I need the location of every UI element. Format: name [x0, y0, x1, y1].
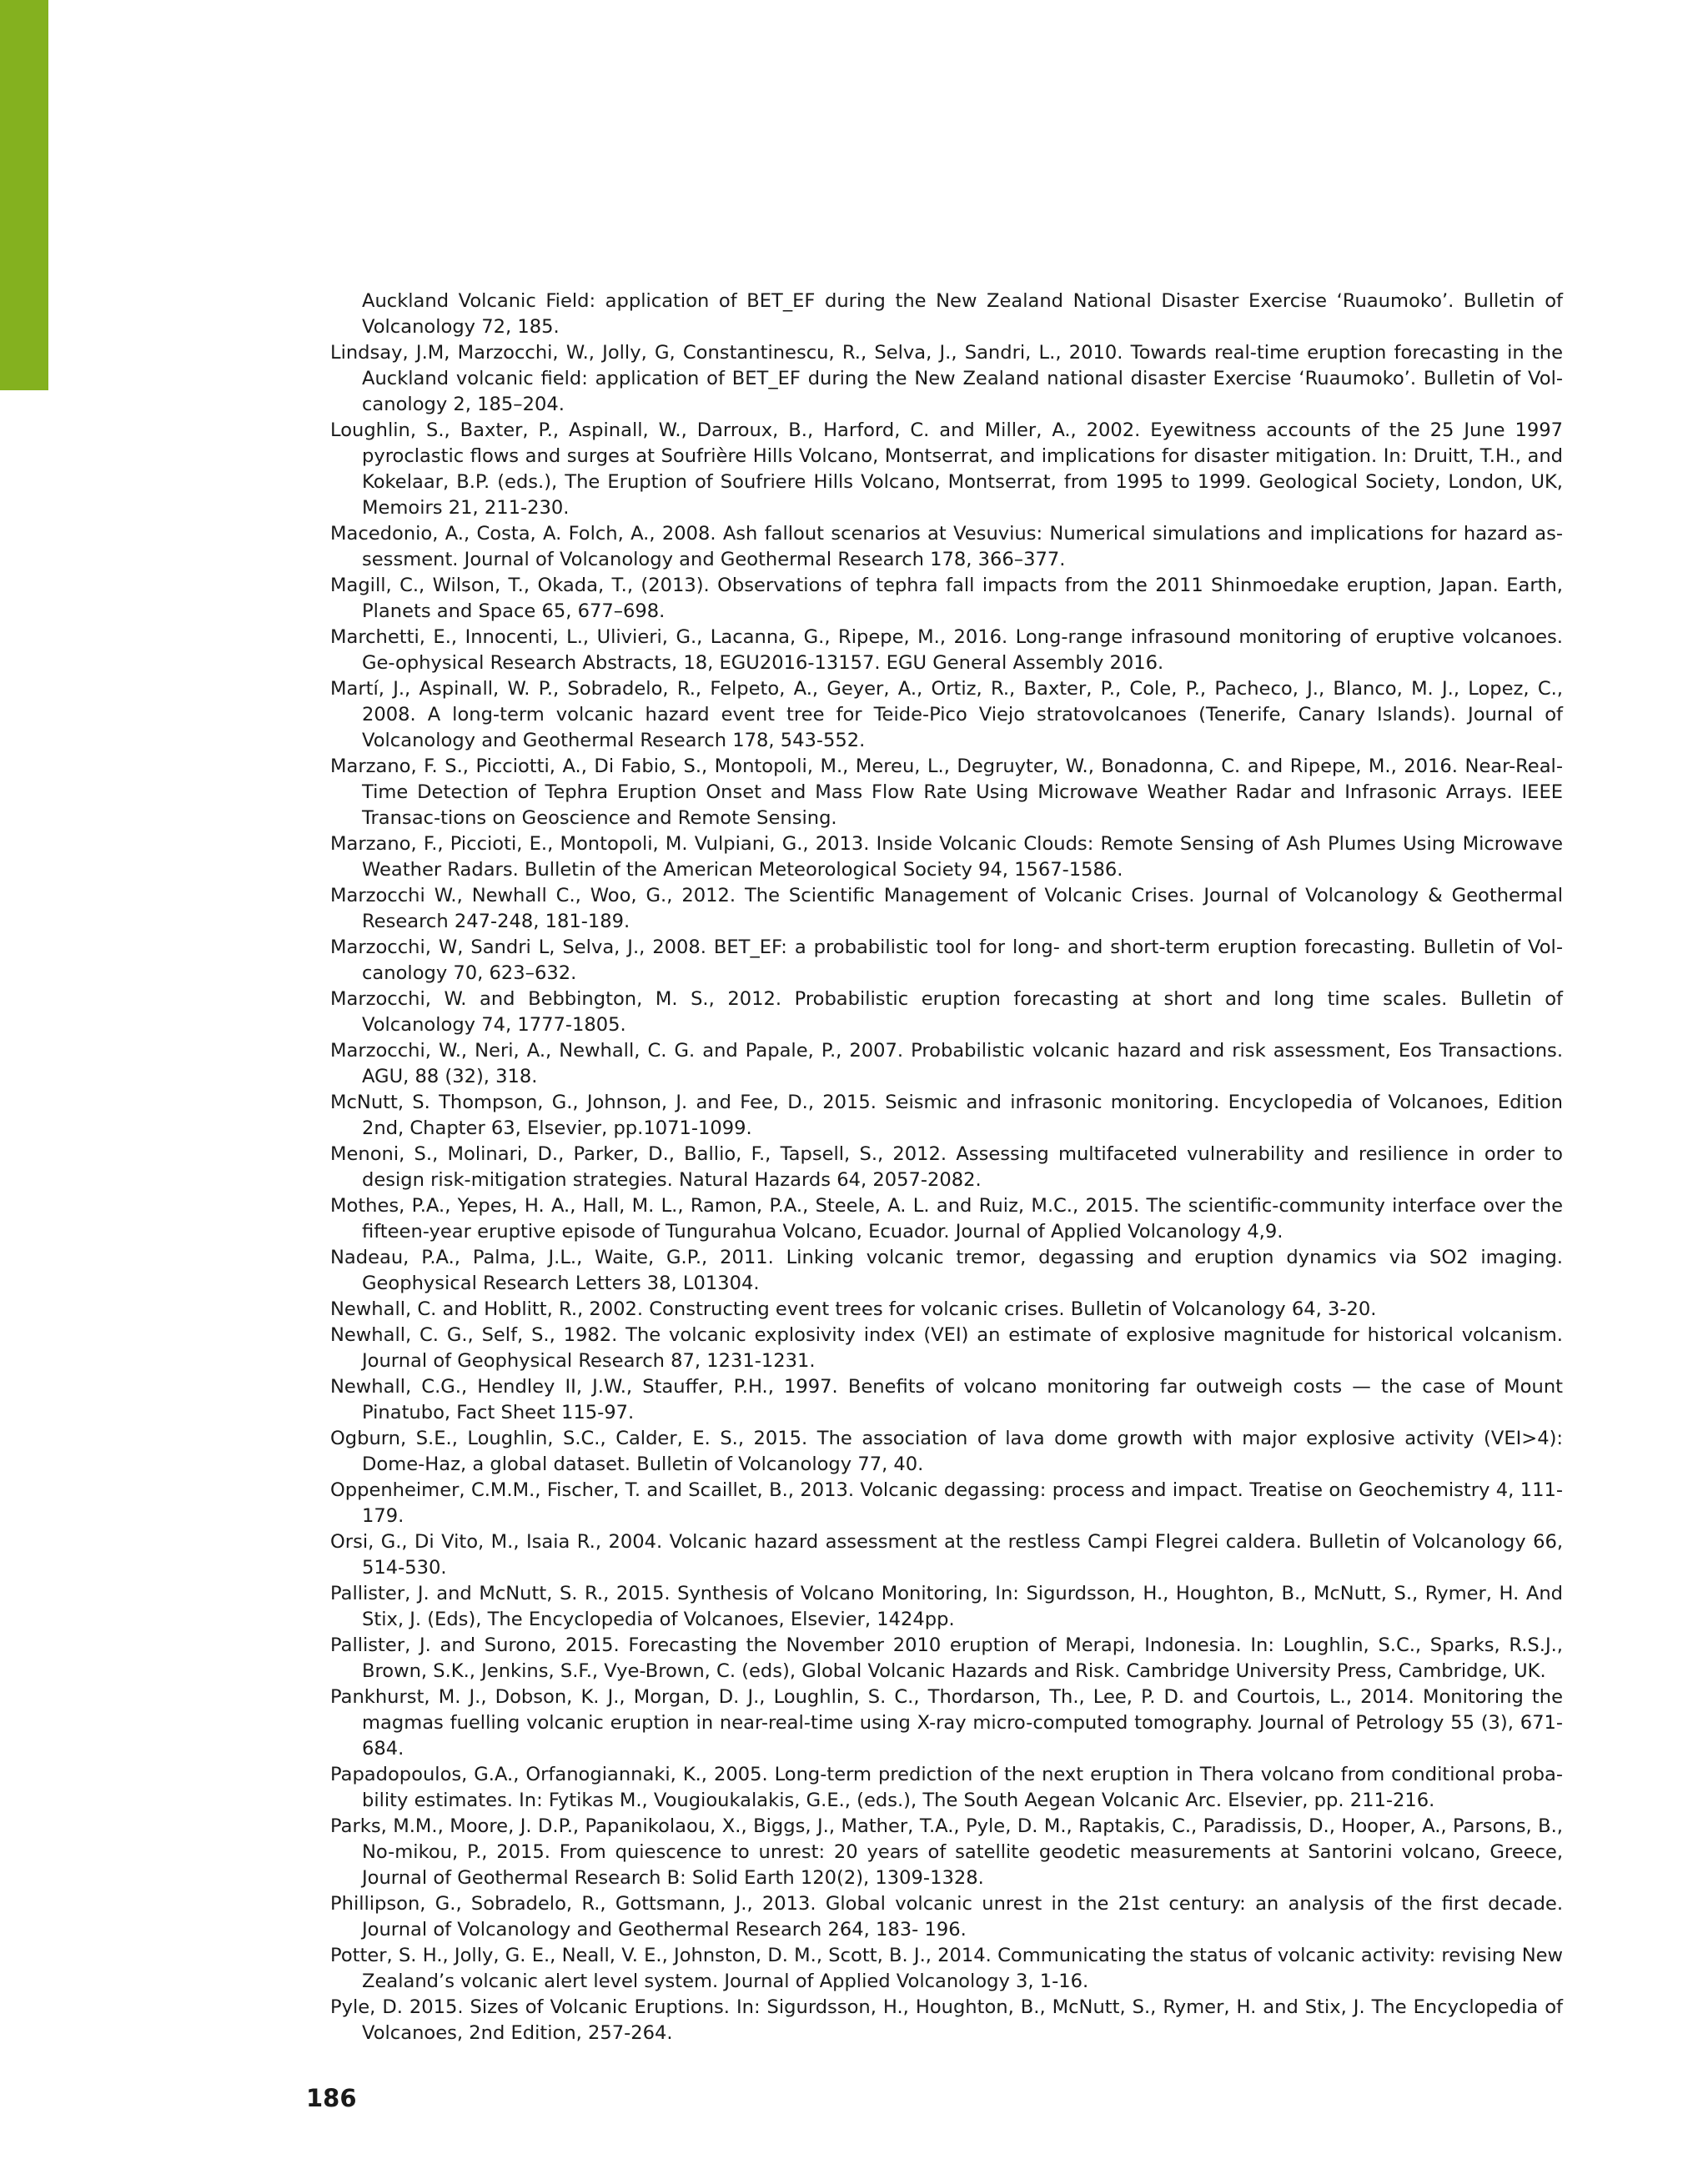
- reference-entry: Pyle, D. 2015. Sizes of Volcanic Eruptions. In: Sigurdsson, H., Houghton, B., McNutt, S., Rymer, H. and Stix, J. The Encyclopedia of Volcanoes, 2nd Edition, 257-264.: [330, 1996, 1563, 2044]
- reference-entry: Orsi, G., Di Vito, M., Isaia R., 2004. Volcanic hazard assessment at the restless Campi Flegrei caldera. Bulletin of Volcanology 66, 514-530.: [330, 1531, 1563, 1579]
- reference-entry: Marchetti, E., Innocenti, L., Ulivieri, G., Lacanna, G., Ripepe, M., 2016. Long-range infrasound monitoring of eruptive volcanoes. Ge-ophysical Research Abstracts, 18, EGU2016-13157. EGU General Assembly 2016.: [330, 626, 1563, 674]
- reference-entry: Pallister, J. and McNutt, S. R., 2015. Synthesis of Volcano Monitoring, In: Sigurdsson, H., Houghton, B., McNutt, S., Rymer, H. And Stix, J. (Eds), The Encyclopedia of Volcanoes, Elsevier, 1424pp.: [330, 1583, 1563, 1630]
- reference-entry: Marzocchi, W, Sandri L, Selva, J., 2008. BET_EF: a probabilistic tool for long- and short-term eruption forecasting. Bulletin of Vol-canology 70, 623–632.: [330, 936, 1563, 984]
- reference-entry: Pallister, J. and Surono, 2015. Forecasting the November 2010 eruption of Merapi, Indonesia. In: Loughlin, S.C., Sparks, R.S.J., Brown, S.K., Jenkins, S.F., Vye-Brown, C. (eds), Global Volcanic Hazards and Risk. Cambridge University Press, Cambridge, UK.: [330, 1634, 1563, 1682]
- reference-entry: Nadeau, P.A., Palma, J.L., Waite, G.P., 2011. Linking volcanic tremor, degassing and eruption dynamics via SO2 imaging. Geophysical Research Letters 38, L01304.: [330, 1247, 1563, 1294]
- reference-entry: Newhall, C. G., Self, S., 1982. The volcanic explosivity index (VEI) an estimate of explosive magnitude for historical volcanism. Journal of Geophysical Research 87, 1231-1231.: [330, 1324, 1563, 1372]
- reference-entry: Auckland Volcanic Field: application of BET_EF during the New Zealand National Disaster Exercise ‘Ruaumoko’. Bulletin of Volcanology 72, 185.: [362, 290, 1563, 338]
- reference-entry: Lindsay, J.M, Marzocchi, W., Jolly, G, Constantinescu, R., Selva, J., Sandri, L., 2010. Towards real-time eruption forecasting in the Auckland volcanic field: application of BET_EF during the New Zealand national disaster Exercise ‘Ruaumoko’. Bulletin of Vol-canology 2, 185–204.: [330, 342, 1563, 415]
- side-color-bar: [0, 0, 48, 390]
- reference-entry: Potter, S. H., Jolly, G. E., Neall, V. E., Johnston, D. M., Scott, B. J., 2014. Communicating the status of volcanic activity: revising New Zealand’s volcanic alert level system. Journal of Applied Volcanology 3, 1-16.: [330, 1945, 1563, 1992]
- reference-entry: Marzano, F. S., Picciotti, A., Di Fabio, S., Montopoli, M., Mereu, L., Degruyter, W., Bonadonna, C. and Ripepe, M., 2016. Near-Real-Time Detection of Tephra Eruption Onset and Mass Flow Rate Using Microwave Weather Radar and Infrasonic Arrays. IEEE Transac-tions on Geoscience and Remote Sensing.: [330, 756, 1563, 829]
- reference-entry: Marzano, F., Piccioti, E., Montopoli, M. Vulpiani, G., 2013. Inside Volcanic Clouds: Remote Sensing of Ash Plumes Using Microwave Weather Radars. Bulletin of the American Meteorological Society 94, 1567-1586.: [330, 833, 1563, 881]
- reference-entry: Macedonio, A., Costa, A. Folch, A., 2008. Ash fallout scenarios at Vesuvius: Numerical simulations and implications for hazard as-sessment. Journal of Volcanology and Geothermal Research 178, 366–377.: [330, 523, 1563, 570]
- reference-entry: McNutt, S. Thompson, G., Johnson, J. and Fee, D., 2015. Seismic and infrasonic monitoring. Encyclopedia of Volcanoes, Edition 2nd, Chapter 63, Elsevier, pp.1071-1099.: [330, 1092, 1563, 1139]
- reference-entry: Martí, J., Aspinall, W. P., Sobradelo, R., Felpeto, A., Geyer, A., Ortiz, R., Baxter, P., Cole, P., Pacheco, J., Blanco, M. J., Lopez, C., 2008. A long-term volcanic hazard event tree for Teide-Pico Viejo stratovolcanoes (Tenerife, Canary Islands). Journal of Volcanology and Geothermal Research 178, 543-552.: [330, 678, 1563, 751]
- reference-entry: Newhall, C.G., Hendley II, J.W., Stauffer, P.H., 1997. Benefits of volcano monitoring far outweigh costs — the case of Mount Pinatubo, Fact Sheet 115-97.: [330, 1376, 1563, 1423]
- reference-list: [330, 289, 1563, 2046]
- reference-entry: Loughlin, S., Baxter, P., Aspinall, W., Darroux, B., Harford, C. and Miller, A., 2002. Eyewitness accounts of the 25 June 1997 pyroclastic flows and surges at Soufrière Hills Volcano, Montserrat, and implications for disaster mitigation. In: Druitt, T.H., and Kokelaar, B.P. (eds.), The Eruption of Soufriere Hills Volcano, Montserrat, from 1995 to 1999. Geological Society, London, UK, Memoirs 21, 211-230.: [330, 419, 1563, 519]
- reference-entry: Mothes, P.A., Yepes, H. A., Hall, M. L., Ramon, P.A., Steele, A. L. and Ruiz, M.C., 2015. The scientific-community interface over the fifteen-year eruptive episode of Tungurahua Volcano, Ecuador. Journal of Applied Volcanology 4,9.: [330, 1195, 1563, 1243]
- reference-entry: Papadopoulos, G.A., Orfanogiannaki, K., 2005. Long-term prediction of the next eruption in Thera volcano from conditional proba-bility estimates. In: Fytikas M., Vougioukalakis, G.E., (eds.), The South Aegean Volcanic Arc. Elsevier, pp. 211-216.: [330, 1764, 1563, 1811]
- reference-entry: Magill, C., Wilson, T., Okada, T., (2013). Observations of tephra fall impacts from the 2011 Shinmoedake eruption, Japan. Earth, Planets and Space 65, 677–698.: [330, 575, 1563, 622]
- reference-entry: Ogburn, S.E., Loughlin, S.C., Calder, E. S., 2015. The association of lava dome growth with major explosive activity (VEI>4): Dome-Haz, a global dataset. Bulletin of Volcanology 77, 40.: [330, 1428, 1563, 1475]
- reference-entry: Phillipson, G., Sobradelo, R., Gottsmann, J., 2013. Global volcanic unrest in the 21st century: an analysis of the first decade. Journal of Volcanology and Geothermal Research 264, 183- 196.: [330, 1893, 1563, 1941]
- page-number: 186: [306, 2084, 357, 2112]
- reference-entry: Newhall, C. and Hoblitt, R., 2002. Constructing event trees for volcanic crises. Bulletin of Volcanology 64, 3-20.: [330, 1298, 1377, 1320]
- reference-entry: Oppenheimer, C.M.M., Fischer, T. and Scaillet, B., 2013. Volcanic degassing: process and impact. Treatise on Geochemistry 4, 111-179.: [330, 1479, 1563, 1527]
- reference-entry: Marzocchi W., Newhall C., Woo, G., 2012. The Scientific Management of Volcanic Crises. Journal of Volcanology & Geothermal Research 247-248, 181-189.: [330, 885, 1563, 932]
- reference-entry: Marzocchi, W., Neri, A., Newhall, C. G. and Papale, P., 2007. Probabilistic volcanic hazard and risk assessment, Eos Transactions. AGU, 88 (32), 318.: [330, 1040, 1563, 1087]
- reference-entry: Menoni, S., Molinari, D., Parker, D., Ballio, F., Tapsell, S., 2012. Assessing multifaceted vulnerability and resilience in order to design risk-mitigation strategies. Natural Hazards 64, 2057-2082.: [330, 1143, 1563, 1191]
- reference-entry: Pankhurst, M. J., Dobson, K. J., Morgan, D. J., Loughlin, S. C., Thordarson, Th., Lee, P. D. and Courtois, L., 2014. Monitoring the magmas fuelling volcanic eruption in near-real-time using X-ray micro-computed tomography. Journal of Petrology 55 (3), 671-684.: [330, 1686, 1563, 1760]
- reference-entry: Marzocchi, W. and Bebbington, M. S., 2012. Probabilistic eruption forecasting at short and long time scales. Bulletin of Volcanology 74, 1777-1805.: [330, 988, 1563, 1036]
- reference-entry: Parks, M.M., Moore, J. D.P., Papanikolaou, X., Biggs, J., Mather, T.A., Pyle, D. M., Raptakis, C., Paradissis, D., Hooper, A., Parsons, B., No-mikou, P., 2015. From quiescence to unrest: 20 years of satellite geodetic measurements at Santorini volcano, Greece, Journal of Geothermal Research B: Solid Earth 120(2), 1309-1328.: [330, 1815, 1563, 1889]
